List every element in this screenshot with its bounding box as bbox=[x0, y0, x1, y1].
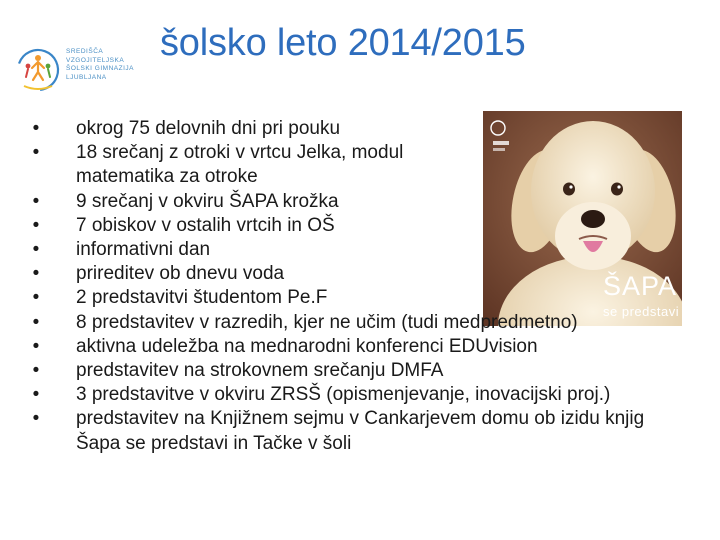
bullet-icon: • bbox=[32, 287, 40, 309]
list-item bbox=[30, 214, 720, 238]
list-item bbox=[30, 238, 720, 262]
list-item bbox=[30, 311, 720, 335]
list-item bbox=[30, 286, 720, 310]
bullet-icon: • bbox=[32, 335, 40, 357]
bullet-text: 18 srečanj z otroki v vrtcu Jelka, modul matematika za otroke bbox=[76, 142, 409, 188]
bullet-text: predstavitev na Knjižnem sejmu v Cankarjevem domu ob izidu knjig Šapa se predstavi in Tačke v šoli bbox=[76, 408, 650, 454]
bullet-text: 7 obiskov v ostalih vrtcih in OŠ bbox=[76, 214, 335, 236]
slide-title: šolsko leto 2014/2015 bbox=[160, 22, 526, 64]
logo-line: LJUBLJANA bbox=[66, 73, 107, 81]
cover-subtitle: se predstavi bbox=[603, 304, 680, 319]
bullet-text: informativni dan bbox=[76, 239, 211, 261]
bullet-icon: • bbox=[32, 263, 40, 285]
bullet-text: 8 predstavitev v razredih, kjer ne učim (tudi medpredmetno) bbox=[76, 311, 578, 333]
bullet-icon: • bbox=[32, 408, 40, 430]
logo-figures-icon bbox=[14, 46, 62, 96]
bullet-icon: • bbox=[32, 311, 40, 333]
list-item bbox=[30, 141, 720, 189]
logo-line: SREDIŠČA bbox=[66, 48, 104, 55]
bullet-icon: • bbox=[32, 360, 40, 382]
list-item bbox=[30, 335, 720, 359]
bullet-icon: • bbox=[32, 190, 40, 212]
bullet-icon: • bbox=[32, 214, 40, 236]
bullet-icon: • bbox=[32, 384, 40, 406]
list-item bbox=[30, 383, 720, 407]
bullet-icon: • bbox=[32, 239, 40, 261]
bullet-text: 2 predstavitvi študentom Pe.F bbox=[76, 287, 328, 309]
list-item bbox=[30, 190, 720, 214]
bullet-text: 3 predstavitve v okviru ZRSŠ (opismenjevanje, inovacijski proj.) bbox=[76, 384, 611, 406]
bullet-text: aktivna udeležba na mednarodni konferenci EDUvision bbox=[76, 335, 538, 357]
bullet-text: 9 srečanj v okviru ŠAPA krožka bbox=[76, 190, 339, 212]
list-item bbox=[30, 117, 720, 141]
bullet-icon: • bbox=[32, 118, 40, 139]
list-item bbox=[30, 262, 720, 286]
school-logo bbox=[14, 46, 144, 98]
list-item bbox=[30, 407, 720, 455]
bullet-list bbox=[30, 117, 720, 456]
cover-brand-title: ŠAPA bbox=[603, 271, 678, 301]
bullet-text: okrog 75 delovnih dni pri pouku bbox=[76, 118, 341, 139]
logo-line: ŠOLSKI GIMNAZIJA bbox=[66, 65, 134, 72]
bullet-text: predstavitev na strokovnem srečanju DMFA bbox=[76, 360, 444, 382]
bullet-icon: • bbox=[32, 142, 40, 164]
logo-line: VZGOJITELJSKA bbox=[66, 56, 125, 64]
bullet-text: prireditev ob dnevu voda bbox=[76, 263, 285, 285]
list-item bbox=[30, 359, 720, 383]
logo-text bbox=[66, 48, 134, 82]
